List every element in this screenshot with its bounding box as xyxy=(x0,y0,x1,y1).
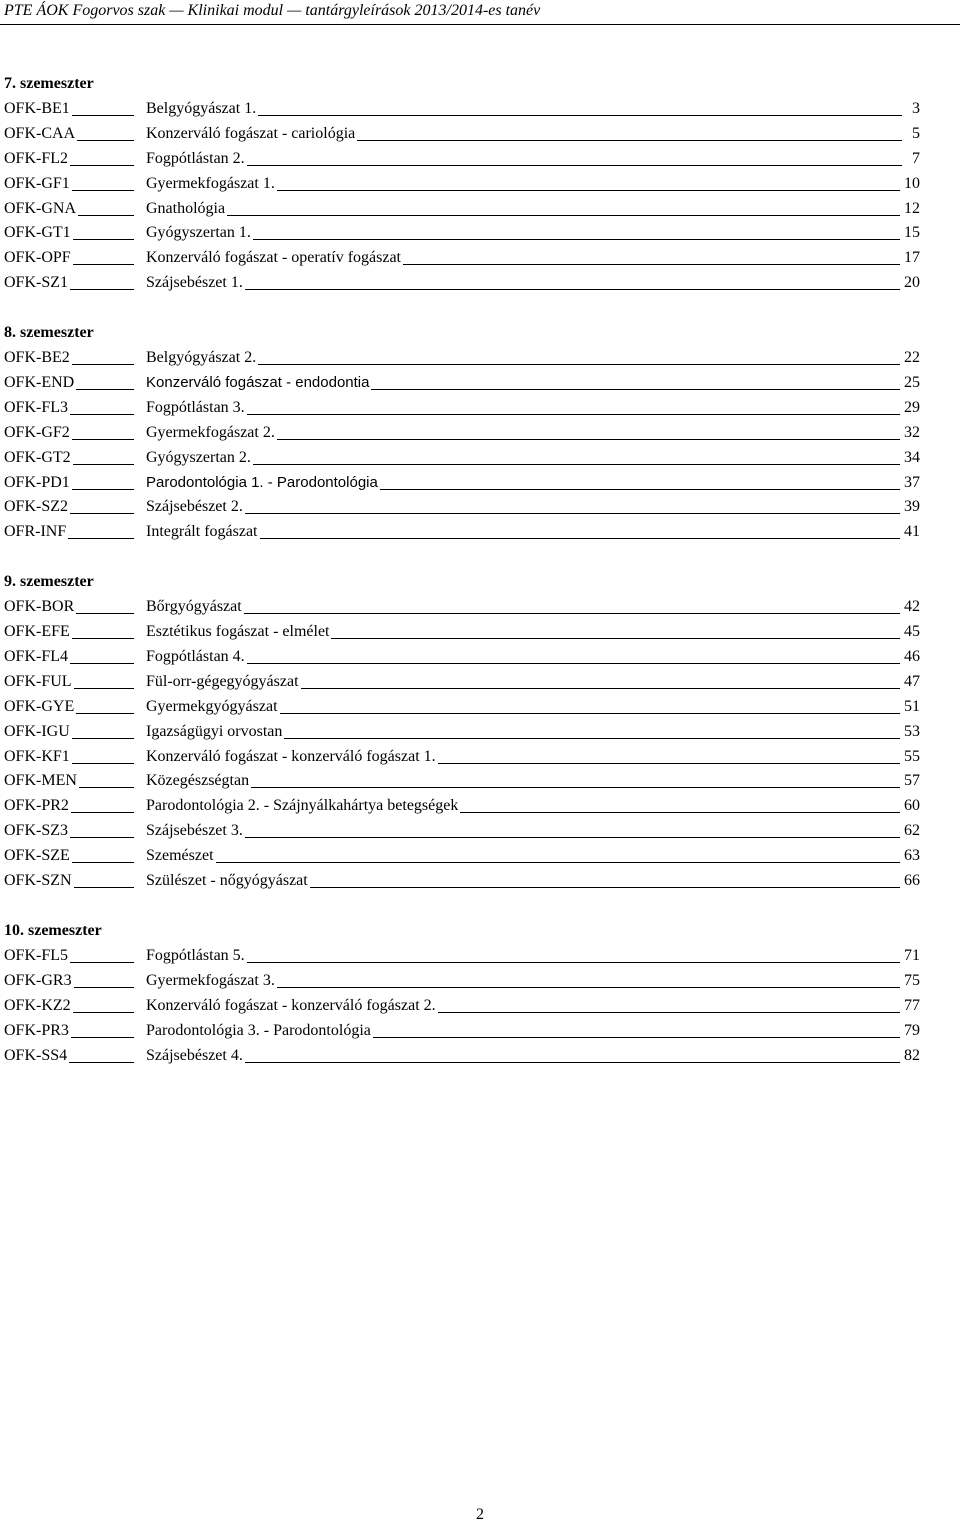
course-title: Konzerváló fogászat - operatív fogászat xyxy=(146,249,401,267)
toc-section xyxy=(4,71,920,295)
course-title: Fogpótlástan 4. xyxy=(146,648,245,666)
toc-entry[interactable] xyxy=(4,494,920,519)
course-title: Gyógyszertan 2. xyxy=(146,448,251,466)
course-code-text: OFK-IGU xyxy=(4,719,72,744)
leader-line xyxy=(244,613,900,614)
course-title-row xyxy=(146,345,920,370)
course-title-row xyxy=(146,694,920,719)
course-code xyxy=(4,470,134,495)
toc-entry[interactable] xyxy=(4,1018,920,1043)
page-ref: 39 xyxy=(904,498,920,516)
course-code xyxy=(4,420,134,445)
course-code xyxy=(4,370,134,395)
course-code xyxy=(4,146,134,171)
leader-line xyxy=(277,987,900,988)
course-code-text: OFK-PR3 xyxy=(4,1018,71,1043)
toc-entry[interactable] xyxy=(4,146,920,171)
course-title-row xyxy=(146,793,920,818)
course-code xyxy=(4,245,134,270)
toc-entry[interactable] xyxy=(4,96,920,121)
header-rule xyxy=(0,24,960,25)
course-code-text: OFK-GT2 xyxy=(4,445,73,470)
toc-entry[interactable] xyxy=(4,196,920,221)
course-title: Szemészet xyxy=(146,847,214,865)
page-ref: 79 xyxy=(904,1021,920,1039)
course-code xyxy=(4,121,134,146)
page-ref: 57 xyxy=(904,772,920,790)
course-code-text: OFK-END xyxy=(4,370,76,395)
course-code xyxy=(4,768,134,793)
course-title: Szülészet - nőgyógyászat xyxy=(146,872,308,890)
course-title: Igazságügyi orvostan xyxy=(146,722,283,740)
toc-section xyxy=(4,320,920,544)
section-title: 10. szemeszter xyxy=(4,921,102,939)
course-title-row xyxy=(146,146,920,171)
course-code xyxy=(4,196,134,221)
page-ref: 62 xyxy=(904,822,920,840)
page-ref: 45 xyxy=(904,623,920,641)
course-code-text: OFK-SZ3 xyxy=(4,818,70,843)
course-code xyxy=(4,744,134,769)
course-title: Belgyógyászat 1. xyxy=(146,100,257,117)
course-code xyxy=(4,519,134,544)
course-title-row xyxy=(146,370,920,395)
course-code-text: OFK-GNA xyxy=(4,196,78,221)
leader-line xyxy=(258,115,902,116)
course-code xyxy=(4,644,134,669)
page-ref: 47 xyxy=(904,672,920,690)
course-code-text: OFK-OPF xyxy=(4,245,73,270)
course-title-row xyxy=(146,494,920,519)
course-title: Gyermekgyógyászat xyxy=(146,697,278,715)
course-code-text: OFK-FL2 xyxy=(4,146,70,171)
course-code xyxy=(4,270,134,295)
page-ref: 53 xyxy=(904,722,920,740)
page-ref: 63 xyxy=(904,847,920,865)
page-ref: 60 xyxy=(904,797,920,815)
course-code-text: OFK-GYE xyxy=(4,694,76,719)
course-title-row xyxy=(146,768,920,793)
course-code-text: OFK-GT1 xyxy=(4,220,73,245)
course-code xyxy=(4,993,134,1018)
course-title: Fül-orr-gégegyógyászat xyxy=(146,672,299,690)
page-ref: 77 xyxy=(904,996,920,1014)
page-ref: 12 xyxy=(904,199,920,217)
course-title: Fogpótlástan 2. xyxy=(146,149,245,167)
course-title: Gnathológia xyxy=(146,199,226,217)
course-code-text: OFK-GF2 xyxy=(4,420,72,445)
toc-entry[interactable] xyxy=(4,445,920,470)
course-title-row xyxy=(146,171,920,196)
page-ref: 20 xyxy=(904,274,920,292)
course-code-text: OFK-CAA xyxy=(4,121,77,146)
section-title: 7. szemeszter xyxy=(4,75,94,92)
toc-section xyxy=(4,569,920,893)
leader-line xyxy=(247,414,900,415)
toc-entry[interactable] xyxy=(4,694,920,719)
course-title-row xyxy=(146,744,920,769)
course-title-row xyxy=(146,943,920,968)
course-code xyxy=(4,843,134,868)
leader-line xyxy=(277,439,900,440)
course-title-row xyxy=(146,96,920,121)
course-title: Parodontológia 3. - Parodontológia xyxy=(146,1021,371,1039)
course-title: Gyermekfogászat 1. xyxy=(146,174,275,192)
toc-entry[interactable] xyxy=(4,744,920,769)
leader-line xyxy=(258,364,900,365)
leader-line xyxy=(251,787,900,788)
toc-entry[interactable] xyxy=(4,370,920,395)
table-of-contents xyxy=(4,71,920,1092)
page-ref: 10 xyxy=(904,174,920,192)
course-code-text: OFK-SZ1 xyxy=(4,270,70,295)
toc-entry[interactable] xyxy=(4,768,920,793)
course-title: Konzerváló fogászat - endodontia xyxy=(146,374,370,392)
course-code xyxy=(4,171,134,196)
toc-entry[interactable] xyxy=(4,395,920,420)
course-title-row xyxy=(146,669,920,694)
toc-entry[interactable] xyxy=(4,270,920,295)
course-title-row xyxy=(146,1043,920,1068)
course-code xyxy=(4,719,134,744)
course-title: Konzerváló fogászat - konzerváló fogászat 1. xyxy=(146,747,436,765)
leader-line xyxy=(277,190,900,191)
course-title-row xyxy=(146,843,920,868)
leader-line xyxy=(216,862,900,863)
course-title: Közegészségtan xyxy=(146,772,250,790)
leader-line xyxy=(380,489,900,490)
course-title: Szájsebészet 4. xyxy=(146,1046,243,1064)
leader-line xyxy=(247,663,900,664)
page-ref: 17 xyxy=(904,249,920,267)
course-title-row xyxy=(146,968,920,993)
page-ref: 34 xyxy=(904,448,920,466)
course-title-row xyxy=(146,868,920,893)
course-title-row xyxy=(146,445,920,470)
section-title: 8. szemeszter xyxy=(4,324,94,342)
course-title: Gyermekfogászat 3. xyxy=(146,971,275,989)
course-title: Parodontológia 1. - Parodontológia xyxy=(146,473,378,491)
course-code xyxy=(4,445,134,470)
course-code-text: OFK-SS4 xyxy=(4,1043,69,1068)
course-title-row xyxy=(146,196,920,221)
toc-entry[interactable] xyxy=(4,420,920,445)
course-code-text: OFK-FL5 xyxy=(4,943,70,968)
leader-line xyxy=(403,264,900,265)
toc-entry[interactable] xyxy=(4,818,920,843)
leader-line xyxy=(253,464,900,465)
course-code xyxy=(4,345,134,370)
course-title-row xyxy=(146,470,920,495)
leader-line xyxy=(245,1062,900,1063)
toc-entry[interactable] xyxy=(4,719,920,744)
course-title-row xyxy=(146,644,920,669)
course-code-text: OFK-GF1 xyxy=(4,171,72,196)
course-code xyxy=(4,619,134,644)
toc-section xyxy=(4,918,920,1067)
toc-entry[interactable] xyxy=(4,220,920,245)
toc-entry[interactable] xyxy=(4,519,920,544)
course-title: Szájsebészet 1. xyxy=(146,274,243,292)
course-code xyxy=(4,1043,134,1068)
leader-line xyxy=(438,763,900,764)
course-code-text: OFK-GR3 xyxy=(4,968,74,993)
toc-entry[interactable] xyxy=(4,121,920,146)
section-title: 9. szemeszter xyxy=(4,573,94,591)
course-title-row xyxy=(146,270,920,295)
toc-entry[interactable] xyxy=(4,644,920,669)
page-ref: 41 xyxy=(904,523,920,541)
course-title: Fogpótlástan 5. xyxy=(146,946,245,964)
course-code-text: OFK-SZN xyxy=(4,868,74,893)
course-code-text: OFK-FL4 xyxy=(4,644,70,669)
leader-line xyxy=(247,962,900,963)
course-code-text: OFK-PD1 xyxy=(4,470,72,495)
course-title: Integrált fogászat xyxy=(146,523,258,541)
course-code xyxy=(4,793,134,818)
leader-line xyxy=(253,239,900,240)
leader-line xyxy=(245,513,900,514)
course-title-row xyxy=(146,245,920,270)
toc-entry[interactable] xyxy=(4,345,920,370)
leader-line xyxy=(371,389,900,390)
toc-entry[interactable] xyxy=(4,619,920,644)
toc-entry[interactable] xyxy=(4,943,920,968)
course-code-text: OFK-BE2 xyxy=(4,345,72,370)
leader-line xyxy=(460,812,900,813)
toc-entry[interactable] xyxy=(4,245,920,270)
course-code-text: OFK-FUL xyxy=(4,669,74,694)
course-title-row xyxy=(146,719,920,744)
leader-line xyxy=(373,1037,900,1038)
course-title: Konzerváló fogászat - cariológia xyxy=(146,124,356,142)
leader-line xyxy=(357,140,902,141)
course-title-row xyxy=(146,594,920,619)
page-ref: 25 xyxy=(904,374,920,392)
course-title: Parodontológia 2. - Szájnyálkahártya betegségek xyxy=(146,797,459,815)
course-title: Szájsebészet 2. xyxy=(146,498,243,516)
course-code-text: OFK-MEN xyxy=(4,768,79,793)
toc-entry[interactable] xyxy=(4,868,920,893)
course-code xyxy=(4,594,134,619)
page-ref: 46 xyxy=(904,648,920,666)
page-ref: 37 xyxy=(904,473,920,491)
course-code-text: OFK-KZ2 xyxy=(4,993,73,1018)
page-ref: 82 xyxy=(904,1046,920,1064)
course-code-text: OFK-FL3 xyxy=(4,395,70,420)
page-ref: 66 xyxy=(904,872,920,890)
page-ref: 55 xyxy=(904,747,920,765)
leader-line xyxy=(280,713,900,714)
course-code xyxy=(4,494,134,519)
leader-line xyxy=(260,538,901,539)
course-code xyxy=(4,1018,134,1043)
course-title: Szájsebészet 3. xyxy=(146,822,243,840)
course-code xyxy=(4,694,134,719)
toc-entry[interactable] xyxy=(4,793,920,818)
course-code xyxy=(4,943,134,968)
course-title: Bőrgyógyászat xyxy=(146,598,242,616)
course-code-text: OFK-PR2 xyxy=(4,793,71,818)
course-code xyxy=(4,395,134,420)
course-title: Gyermekfogászat 2. xyxy=(146,423,275,441)
course-title: Belgyógyászat 2. xyxy=(146,349,257,367)
page-ref: 71 xyxy=(904,946,920,964)
course-code-text: OFK-SZ2 xyxy=(4,494,70,519)
toc-entry[interactable] xyxy=(4,594,920,619)
leader-line xyxy=(227,215,900,216)
course-code-text: OFK-EFE xyxy=(4,619,72,644)
leader-line xyxy=(310,887,900,888)
course-code-text: OFK-BOR xyxy=(4,594,76,619)
course-title-row xyxy=(146,395,920,420)
page-ref: 42 xyxy=(904,598,920,616)
course-code-text: OFK-SZE xyxy=(4,843,72,868)
course-title-row xyxy=(146,993,920,1018)
course-title-row xyxy=(146,121,920,146)
page-ref: 22 xyxy=(904,349,920,367)
page-ref: 29 xyxy=(904,398,920,416)
toc-entry[interactable] xyxy=(4,993,920,1018)
course-code-text: OFK-BE1 xyxy=(4,96,72,121)
course-title: Fogpótlástan 3. xyxy=(146,398,245,416)
course-title: Gyógyszertan 1. xyxy=(146,224,251,242)
course-title-row xyxy=(146,420,920,445)
course-title-row xyxy=(146,220,920,245)
course-code-text: OFK-KF1 xyxy=(4,744,72,769)
course-title-row xyxy=(146,1018,920,1043)
page-header xyxy=(0,0,960,24)
course-title-row xyxy=(146,619,920,644)
course-title: Konzerváló fogászat - konzerváló fogászat 2. xyxy=(146,996,436,1014)
course-code-text: OFR-INF xyxy=(4,519,68,544)
course-title-row xyxy=(146,818,920,843)
leader-line xyxy=(301,688,900,689)
toc-entry[interactable] xyxy=(4,843,920,868)
course-code xyxy=(4,669,134,694)
course-code xyxy=(4,818,134,843)
leader-line xyxy=(245,837,900,838)
course-title: Esztétikus fogászat - elmélet xyxy=(146,623,330,641)
leader-line xyxy=(247,165,902,166)
page-ref: 51 xyxy=(904,697,920,715)
toc-entry[interactable] xyxy=(4,171,920,196)
toc-entry[interactable] xyxy=(4,968,920,993)
page-ref: 5 xyxy=(912,124,920,142)
course-code xyxy=(4,220,134,245)
page-ref: 15 xyxy=(904,224,920,242)
page-ref: 32 xyxy=(904,423,920,441)
toc-entry[interactable] xyxy=(4,470,920,495)
leader-line xyxy=(331,638,900,639)
course-code xyxy=(4,968,134,993)
course-code xyxy=(4,96,134,121)
page-ref: 7 xyxy=(912,149,920,167)
toc-entry[interactable] xyxy=(4,1043,920,1068)
leader-line xyxy=(245,289,900,290)
course-code xyxy=(4,868,134,893)
leader-line xyxy=(284,738,900,739)
leader-line xyxy=(438,1012,900,1013)
toc-entry[interactable] xyxy=(4,669,920,694)
page-number: 2 xyxy=(476,1506,484,1523)
course-title-row xyxy=(146,519,920,544)
page-ref: 3 xyxy=(912,100,920,117)
header-text: PTE ÁOK Fogorvos szak — Klinikai modul — tantárgyleírások 2013/2014-es tanév xyxy=(4,2,541,19)
page-ref: 75 xyxy=(904,971,920,989)
